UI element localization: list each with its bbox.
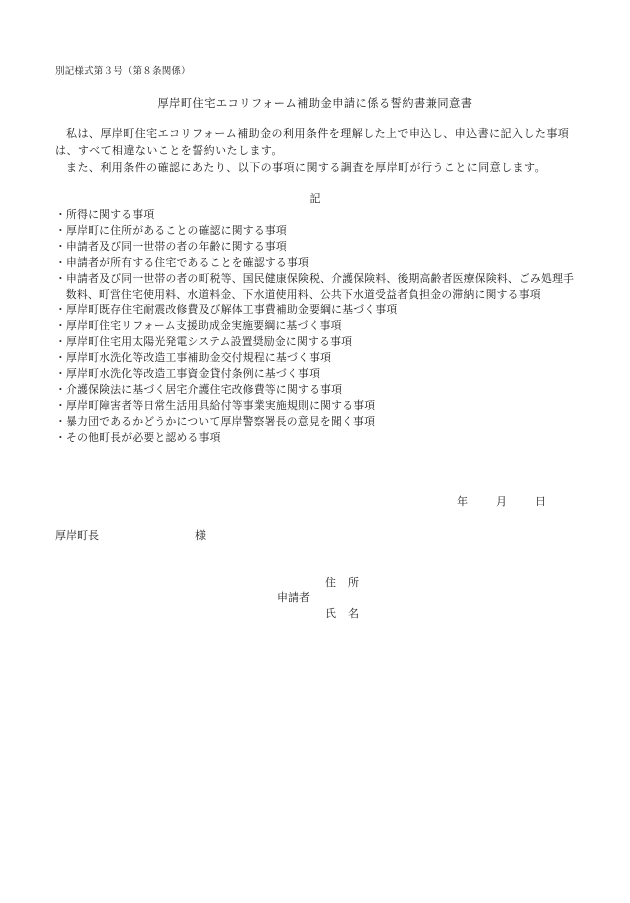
form-number: 別記様式第３号（第８条関係） xyxy=(55,66,191,77)
applicant-label: 申請者 xyxy=(277,591,310,604)
name-label: 氏名 xyxy=(325,607,371,620)
list-item: ・厚岸町に住所があることの確認に関する事項 xyxy=(55,223,287,237)
date-line xyxy=(457,493,546,509)
list-item: ・厚岸町障害者等日常生活用具給付等事業実施規則に関する事項 xyxy=(55,398,376,412)
list-item: ・暴力団であるかどうかについて厚岸警察署長の意見を聞く事項 xyxy=(55,414,376,428)
address-label: 住所 xyxy=(325,576,371,589)
consent-paragraph: また、利用条件の確認にあたり、以下の事項に関する調査を厚岸町が行うことに同意します。 xyxy=(66,161,547,174)
list-item: ・その他町長が必要と認める事項 xyxy=(55,430,221,444)
ki-heading: 記 xyxy=(309,192,321,205)
list-item: ・申請者及び同一世帯の者の町税等、国民健康保険税、介護保険料、後期高齢者医療保険料、ごみ処理手数料、町営住宅使用料、水道料金、下水道使用料、公共下水道受益者負担金の滞納に関する事項 xyxy=(55,271,575,301)
honorific: 様 xyxy=(195,529,206,542)
list-item: ・厚岸町既存住宅耐震改修費及び解体工事費補助金要綱に基づく事項 xyxy=(55,303,398,317)
date-month-label: 月 xyxy=(496,495,507,508)
list-item: ・厚岸町水洗化等改造工事資金貸付条例に基づく事項 xyxy=(55,367,321,381)
list-item: ・申請者及び同一世帯の者の年齢に関する事項 xyxy=(55,239,287,253)
investigation-item-list xyxy=(55,207,575,446)
addressee: 厚岸町長 xyxy=(55,529,99,542)
list-item: ・所得に関する事項 xyxy=(55,208,155,221)
pledge-paragraph: 私は、厚岸町住宅エコリフォーム補助金の利用条件を理解した上で申込し、申込書に記入した事項は、すべて相違ないことを誓約いたします。 xyxy=(55,127,570,157)
date-day-label: 日 xyxy=(535,495,546,508)
date-year-label: 年 xyxy=(457,495,468,508)
list-item: ・厚岸町水洗化等改造工事補助金交付規程に基づく事項 xyxy=(55,351,332,365)
list-item: ・介護保険法に基づく居宅介護住宅改修費等に関する事項 xyxy=(55,382,343,396)
document-title: 厚岸町住宅エコリフォーム補助金申請に係る誓約書兼同意書 xyxy=(157,97,473,110)
list-item: ・厚岸町住宅用太陽光発電システム設置奨励金に関する事項 xyxy=(55,335,353,349)
list-item: ・申請者が所有する住宅であることを確認する事項 xyxy=(55,255,310,269)
list-item: ・厚岸町住宅リフォーム支援助成金実施要綱に基づく事項 xyxy=(55,319,342,333)
